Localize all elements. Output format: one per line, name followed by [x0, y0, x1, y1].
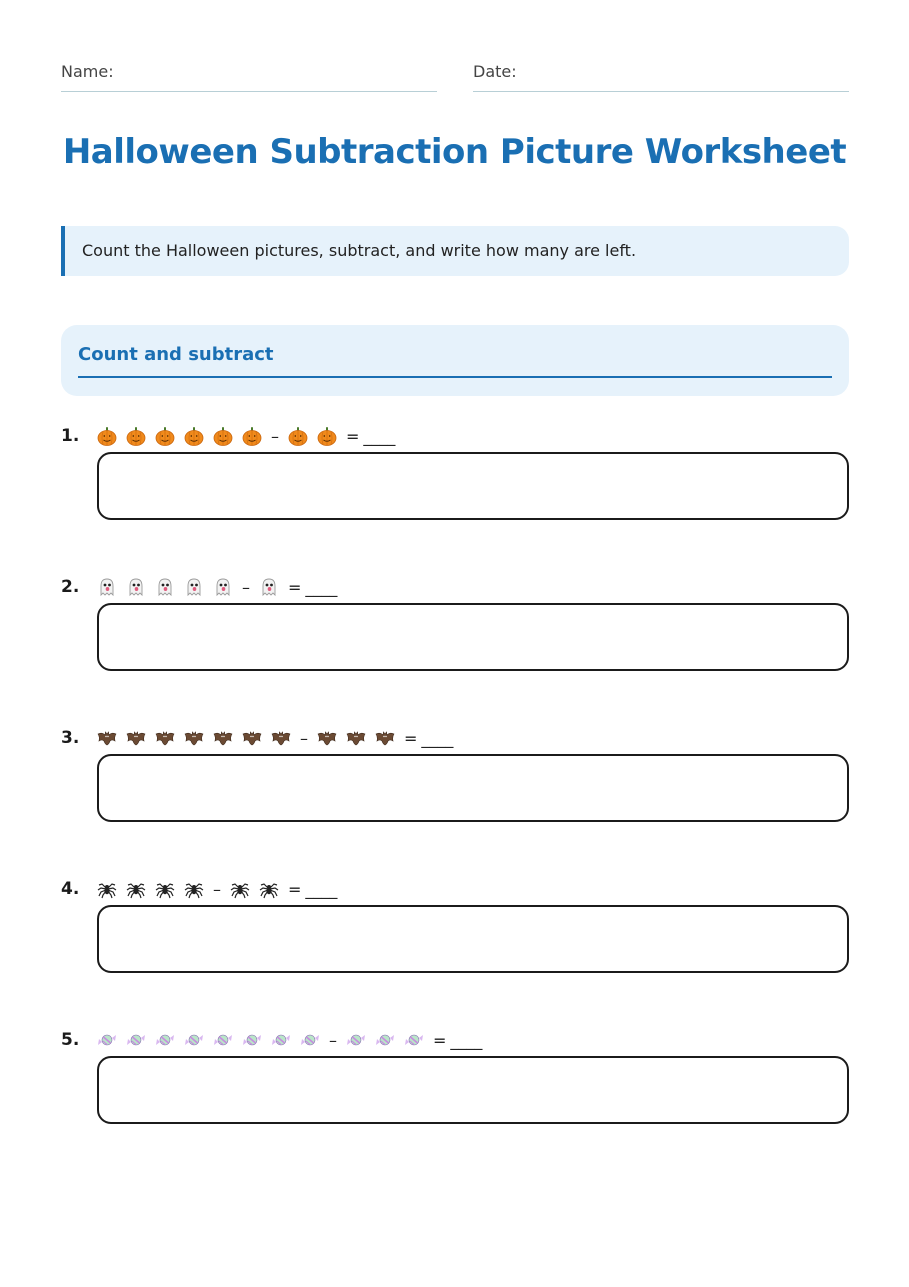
answer-box[interactable]	[97, 452, 849, 520]
answer-blank: ____	[421, 728, 454, 748]
date-field[interactable]	[473, 62, 849, 92]
problem-equation	[61, 575, 849, 599]
equals-sign: =	[288, 577, 302, 597]
name-label: Name:	[61, 62, 114, 81]
candy-icon	[242, 1030, 262, 1050]
section-header	[61, 325, 849, 396]
ghost-icon	[126, 577, 146, 597]
pumpkin-icon	[288, 426, 308, 446]
problem-5	[61, 1028, 849, 1052]
equals-sign: =	[404, 728, 418, 748]
spider-icon	[155, 879, 175, 899]
candy-icon	[300, 1030, 320, 1050]
problem-equation	[61, 1028, 849, 1052]
worksheet-title: Halloween Subtraction Picture Worksheet	[62, 132, 847, 172]
bat-icon	[213, 728, 233, 748]
ghost-icon	[213, 577, 233, 597]
answer-blank: ____	[363, 426, 396, 446]
name-field[interactable]	[61, 62, 437, 92]
picture-group	[97, 577, 337, 597]
picture-group	[97, 728, 453, 748]
equals-sign: =	[433, 1030, 447, 1050]
problem-number: 3.	[61, 728, 80, 748]
pumpkin-icon	[155, 426, 175, 446]
problem-4	[61, 877, 849, 901]
picture-group	[97, 879, 337, 899]
problem-number: 1.	[61, 426, 80, 446]
bat-icon	[155, 728, 175, 748]
bat-icon	[242, 728, 262, 748]
pumpkin-icon	[126, 426, 146, 446]
date-label: Date:	[473, 62, 517, 81]
ghost-icon	[184, 577, 204, 597]
pumpkin-icon	[213, 426, 233, 446]
bat-icon	[126, 728, 146, 748]
candy-icon	[271, 1030, 291, 1050]
section-divider	[78, 376, 832, 378]
candy-icon	[184, 1030, 204, 1050]
candy-icon	[375, 1030, 395, 1050]
problem-1	[61, 424, 849, 448]
problem-number: 5.	[61, 1030, 80, 1050]
spider-icon	[259, 879, 279, 899]
minus-sign: –	[242, 577, 250, 597]
minus-sign: –	[329, 1030, 337, 1050]
spider-icon	[126, 879, 146, 899]
problem-equation	[61, 424, 849, 448]
candy-icon	[404, 1030, 424, 1050]
section-title: Count and subtract	[78, 344, 274, 365]
minus-sign: –	[300, 728, 308, 748]
problem-number: 4.	[61, 879, 80, 899]
instructions-box	[61, 226, 849, 276]
answer-blank: ____	[305, 577, 338, 597]
bat-icon	[317, 728, 337, 748]
pumpkin-icon	[317, 426, 337, 446]
candy-icon	[97, 1030, 117, 1050]
name-date-row	[61, 62, 849, 92]
equals-sign: =	[288, 879, 302, 899]
pumpkin-icon	[242, 426, 262, 446]
candy-icon	[155, 1030, 175, 1050]
ghost-icon	[155, 577, 175, 597]
candy-icon	[126, 1030, 146, 1050]
problem-equation	[61, 726, 849, 750]
problem-equation	[61, 877, 849, 901]
problem-2	[61, 575, 849, 599]
minus-sign: –	[213, 879, 221, 899]
answer-blank: ____	[450, 1030, 483, 1050]
bat-icon	[184, 728, 204, 748]
minus-sign: –	[271, 426, 279, 446]
answer-box[interactable]	[97, 905, 849, 973]
answer-box[interactable]	[97, 603, 849, 671]
spider-icon	[230, 879, 250, 899]
spider-icon	[97, 879, 117, 899]
answer-box[interactable]	[97, 754, 849, 822]
answer-box[interactable]	[97, 1056, 849, 1124]
bat-icon	[271, 728, 291, 748]
candy-icon	[346, 1030, 366, 1050]
bat-icon	[375, 728, 395, 748]
pumpkin-icon	[184, 426, 204, 446]
spider-icon	[184, 879, 204, 899]
problem-number: 2.	[61, 577, 80, 597]
ghost-icon	[259, 577, 279, 597]
instructions-text: Count the Halloween pictures, subtract, and write how many are left.	[82, 241, 637, 260]
picture-group	[97, 1030, 482, 1050]
pumpkin-icon	[97, 426, 117, 446]
picture-group	[97, 426, 395, 446]
problem-3	[61, 726, 849, 750]
answer-blank: ____	[305, 879, 338, 899]
bat-icon	[346, 728, 366, 748]
bat-icon	[97, 728, 117, 748]
ghost-icon	[97, 577, 117, 597]
candy-icon	[213, 1030, 233, 1050]
equals-sign: =	[346, 426, 360, 446]
